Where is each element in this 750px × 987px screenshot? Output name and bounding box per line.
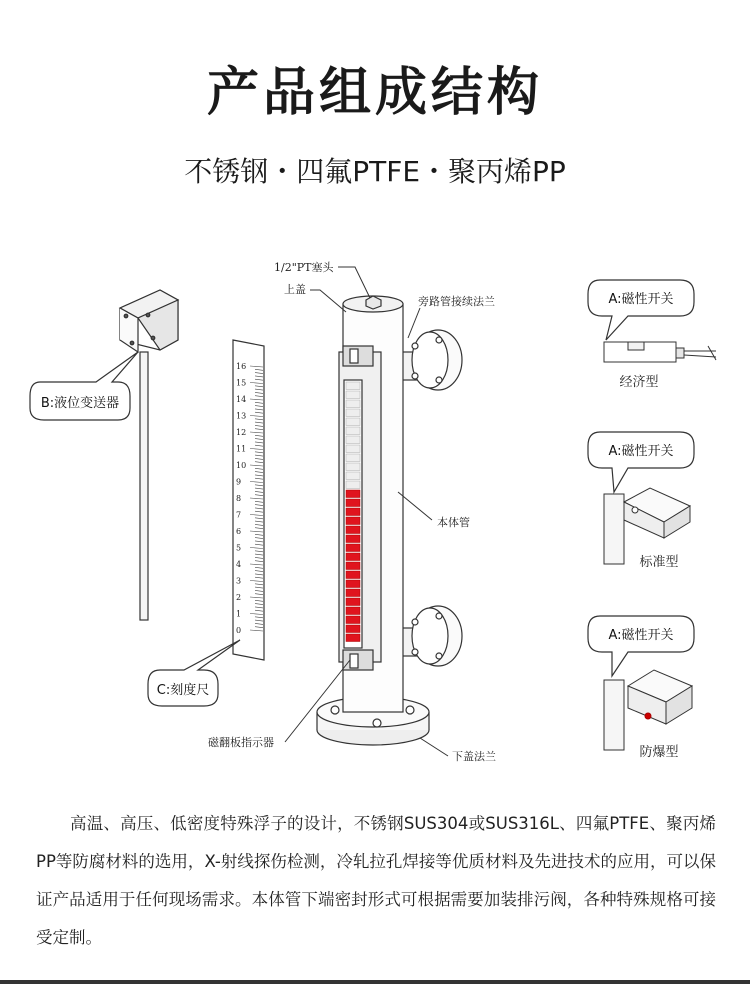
- flap-red: [346, 589, 360, 597]
- transmitter-callout: [30, 352, 138, 420]
- switch-explosion-label: 防爆型: [639, 745, 679, 760]
- scale-callout: [148, 640, 240, 706]
- switch-explosion-callout-label: A:磁性开关: [608, 628, 674, 643]
- scale-ruler: [233, 340, 264, 660]
- scale-number: 11: [236, 444, 247, 454]
- scale-number: 10: [236, 461, 247, 470]
- switch-economy-device: [604, 342, 716, 362]
- scale-number: 5: [236, 543, 242, 553]
- flap-red: [346, 544, 360, 552]
- flap-white: [346, 427, 360, 435]
- switch-standard-callout: [588, 432, 694, 492]
- flap-red: [346, 571, 360, 579]
- switch-explosion-callout: [588, 616, 694, 676]
- flap-white: [346, 445, 360, 453]
- flap-red: [346, 499, 360, 507]
- transmitter: [120, 290, 178, 620]
- switch-explosion-device: [604, 670, 692, 750]
- flap-white: [346, 409, 360, 417]
- label-bottom-flange: 下盖法兰: [452, 750, 496, 763]
- flap-red: [346, 580, 360, 588]
- flap-red: [346, 625, 360, 633]
- flap-white: [346, 436, 360, 444]
- flap-red: [346, 490, 360, 498]
- structure-diagram: [0, 240, 750, 800]
- transmitter-callout-label: B:液位变送器: [40, 396, 120, 411]
- flap-red: [346, 634, 360, 642]
- flap-white: [346, 463, 360, 471]
- scale-number: 2: [236, 593, 242, 602]
- bottom-divider: [0, 980, 750, 984]
- switch-economy-label: 经济型: [619, 375, 659, 390]
- label-indicator: 磁翻板指示器: [208, 736, 274, 749]
- label-bypass-flange: 旁路管接续法兰: [418, 295, 495, 308]
- flap-red: [346, 607, 360, 615]
- flap-red: [346, 553, 360, 561]
- scale-number: 1: [236, 609, 242, 619]
- product-description: 高温、高压、低密度特殊浮子的设计，不锈钢SUS304或SUS316L、四氟PTFE、聚丙烯PP等防腐材料的选用，X-射线探伤检测，冷轧拉孔焊接等优质材料及先进技术的应用，可以保证产品适用于任何现场需求。本体管下端密封形式可根据需要加装排污阀，各种特殊规格可接受定制。: [36, 814, 716, 947]
- flap-red: [346, 562, 360, 570]
- flap-red: [346, 526, 360, 534]
- page-subtitle: 不锈钢・四氟PTFE・聚丙烯PP: [184, 155, 566, 188]
- switch-standard-device: [604, 488, 690, 564]
- switch-economy-callout-label: A:磁性开关: [608, 292, 674, 307]
- flap-white: [346, 391, 360, 399]
- scale-number: 7: [236, 510, 242, 520]
- flap-white: [346, 454, 360, 462]
- scale-number: 13: [236, 411, 247, 421]
- scale-number: 14: [236, 395, 247, 404]
- flap-red: [346, 517, 360, 525]
- scale-number: 9: [236, 477, 242, 487]
- scale-callout-label: C:刻度尺: [156, 683, 210, 698]
- scale-number: 4: [236, 560, 242, 569]
- switch-economy-callout: [588, 280, 694, 340]
- flap-white: [346, 382, 360, 390]
- label-body-tube: 本体管: [437, 516, 470, 529]
- flap-red: [346, 535, 360, 543]
- flap-white: [346, 418, 360, 426]
- flap-red: [346, 616, 360, 624]
- scale-number: 12: [236, 428, 247, 437]
- flap-white: [346, 400, 360, 408]
- switch-standard-label: 标准型: [639, 555, 679, 570]
- scale-number: 15: [236, 378, 247, 388]
- label-top-cover: 上盖: [284, 283, 306, 296]
- scale-number: 8: [236, 494, 242, 503]
- flap-white: [346, 472, 360, 480]
- scale-number: 6: [236, 527, 242, 536]
- scale-number: 0: [236, 626, 242, 635]
- scale-number: 16: [236, 362, 247, 371]
- label-plug: 1/2"PT塞头: [274, 261, 334, 274]
- switch-standard-callout-label: A:磁性开关: [608, 444, 674, 459]
- scale-number: 3: [236, 576, 242, 586]
- flap-red: [346, 598, 360, 606]
- page-title: 产品组成结构: [206, 63, 543, 123]
- flap-red: [346, 508, 360, 516]
- flap-white: [346, 481, 360, 489]
